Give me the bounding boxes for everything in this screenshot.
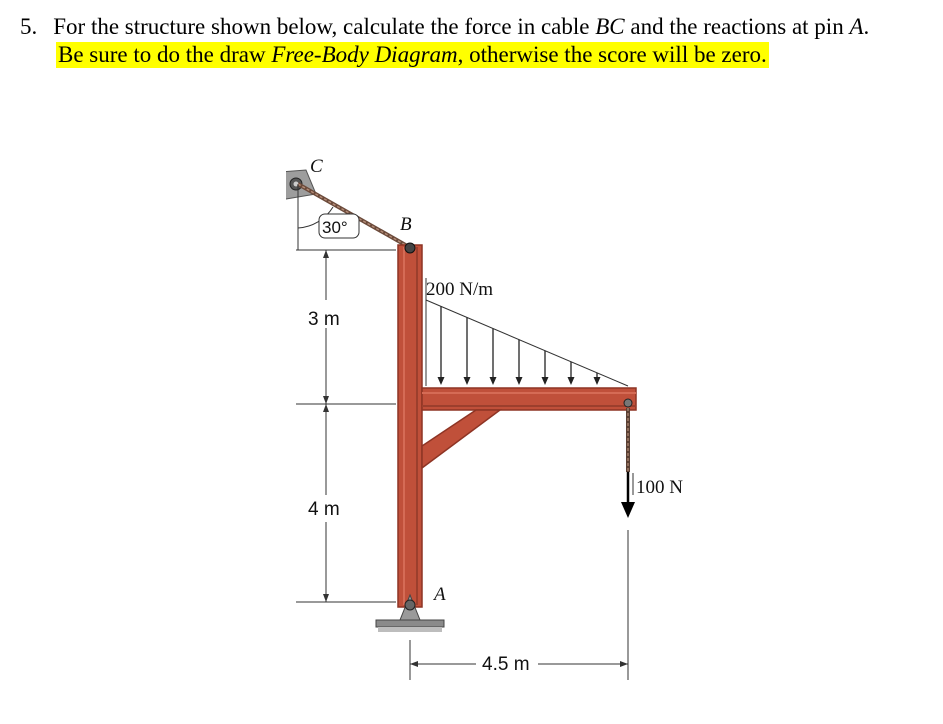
- diagonal-brace: [422, 410, 500, 468]
- note-text-2: , otherwise the score will be zero.: [457, 42, 767, 67]
- pin-B: [405, 243, 415, 253]
- highlighted-note: [56, 42, 769, 68]
- distributed-load: [426, 300, 628, 386]
- problem-text-2: and the reactions at pin: [624, 14, 850, 39]
- label-C: C: [310, 156, 323, 177]
- distributed-load-label: 200 N/m: [426, 279, 494, 300]
- load-arrow-head: [464, 377, 471, 385]
- angle-label: 30°: [322, 218, 348, 237]
- point-load-label: 100 N: [636, 477, 683, 498]
- load-arrow-head: [542, 377, 549, 385]
- note-emphasis: Free-Body Diagram: [271, 42, 458, 67]
- vertical-post: [398, 245, 422, 607]
- dim-horizontal-label: 4.5 m: [482, 654, 530, 675]
- label-B: B: [400, 214, 412, 235]
- beam-end-pin: [624, 399, 632, 407]
- problem-text-1: For the structure shown below, calculate the force in cable: [53, 14, 596, 39]
- load-arrow-head: [438, 377, 445, 385]
- label-A: A: [434, 584, 446, 605]
- note-text-1: Be sure to do the draw: [58, 42, 272, 67]
- dimension-vertical: [296, 250, 396, 602]
- dim-upper-label: 3 m: [308, 309, 340, 330]
- cable-name: BC: [595, 14, 625, 39]
- problem-line-1: [20, 14, 869, 40]
- structure-diagram: [276, 150, 683, 695]
- load-arrow-head: [490, 377, 497, 385]
- pin-name: A: [849, 14, 864, 39]
- dim-lower-label: 4 m: [308, 499, 340, 520]
- load-arrow-head: [568, 377, 575, 385]
- problem-text-3: .: [863, 14, 870, 39]
- load-arrow-head: [594, 377, 601, 385]
- problem-number: 5.: [20, 14, 38, 39]
- load-arrow-head: [516, 377, 523, 385]
